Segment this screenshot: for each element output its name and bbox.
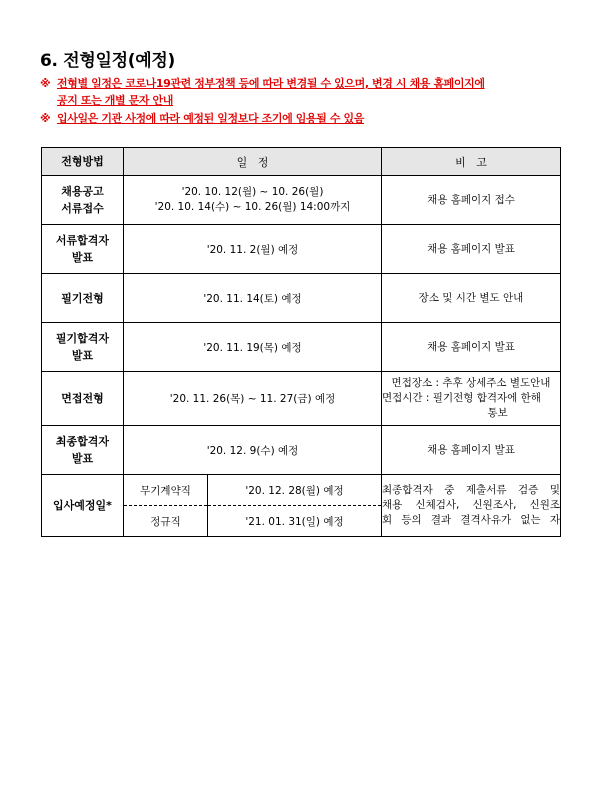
header-method: 전형방법 — [42, 148, 124, 176]
employment-type-cell: 정규직 — [124, 506, 208, 537]
header-schedule: 일 정 — [124, 148, 382, 176]
table-header-row — [42, 148, 561, 176]
notice-early-hire-text: 입사일은 기관 사정에 따라 예정된 일정보다 조기에 임용될 수 있음 — [57, 112, 364, 125]
schedule-cell: '20. 10. 12(월) ~ 10. 26(월) '20. 10. 14(수) ~ 10. 26(월) 14:00까지 — [124, 176, 382, 225]
remark-cell: 면접장소 : 추후 상세주소 별도안내 면접시간 : 필기전형 합격자에 한해 통보 — [382, 372, 561, 426]
employment-type-cell: 무기계약직 — [124, 475, 208, 506]
remark-cell: 장소 및 시간 별도 안내 — [382, 274, 561, 323]
join-date-cell: '21. 01. 31(일) 예정 — [208, 506, 382, 537]
notice-covid — [40, 75, 485, 109]
method-cell: 면접전형 — [42, 372, 124, 426]
schedule-cell: '20. 11. 2(월) 예정 — [124, 225, 382, 274]
schedule-cell: '20. 12. 9(수) 예정 — [124, 426, 382, 475]
method-cell: 필기전형 — [42, 274, 124, 323]
remark-cell: 채용 홈페이지 접수 — [382, 176, 561, 225]
table-row — [42, 372, 561, 426]
schedule-cell: '20. 11. 19(목) 예정 — [124, 323, 382, 372]
remark-cell: 최종합격자 중 제출서류 검증 및 채용 신체검사, 신원조사, 신원조 회 등의 결과 결격사유가 없는 자 — [382, 475, 561, 537]
table-row — [42, 176, 561, 225]
method-cell: 채용공고 서류접수 — [42, 176, 124, 225]
table-row — [42, 225, 561, 274]
method-cell: 최종합격자 발표 — [42, 426, 124, 475]
notice-covid-line1: 전형별 일정은 코로나19관련 정부정책 등에 따라 변경될 수 있으며, 변경 시 채용 홈페이지에 — [57, 77, 485, 90]
notice-mark: ※ — [40, 112, 51, 125]
remark-cell: 채용 홈페이지 발표 — [382, 323, 561, 372]
join-date-cell: '20. 12. 28(월) 예정 — [208, 475, 382, 506]
notice-early-hire — [40, 110, 364, 127]
remark-cell: 채용 홈페이지 발표 — [382, 225, 561, 274]
schedule-cell: '20. 11. 14(토) 예정 — [124, 274, 382, 323]
method-cell: 입사예정일* — [42, 475, 124, 537]
section-title: 6. 전형일정(예정) — [40, 51, 175, 71]
method-cell: 필기합격자 발표 — [42, 323, 124, 372]
table-row — [42, 274, 561, 323]
notice-covid-line2: 공지 또는 개별 문자 안내 — [57, 94, 173, 107]
table-row — [42, 475, 561, 506]
schedule-table — [41, 147, 561, 537]
method-cell: 서류합격자 발표 — [42, 225, 124, 274]
header-remark: 비 고 — [382, 148, 561, 176]
notice-mark: ※ — [40, 77, 51, 90]
table-row — [42, 426, 561, 475]
table-row — [42, 323, 561, 372]
remark-cell: 채용 홈페이지 발표 — [382, 426, 561, 475]
schedule-cell: '20. 11. 26(목) ~ 11. 27(금) 예정 — [124, 372, 382, 426]
